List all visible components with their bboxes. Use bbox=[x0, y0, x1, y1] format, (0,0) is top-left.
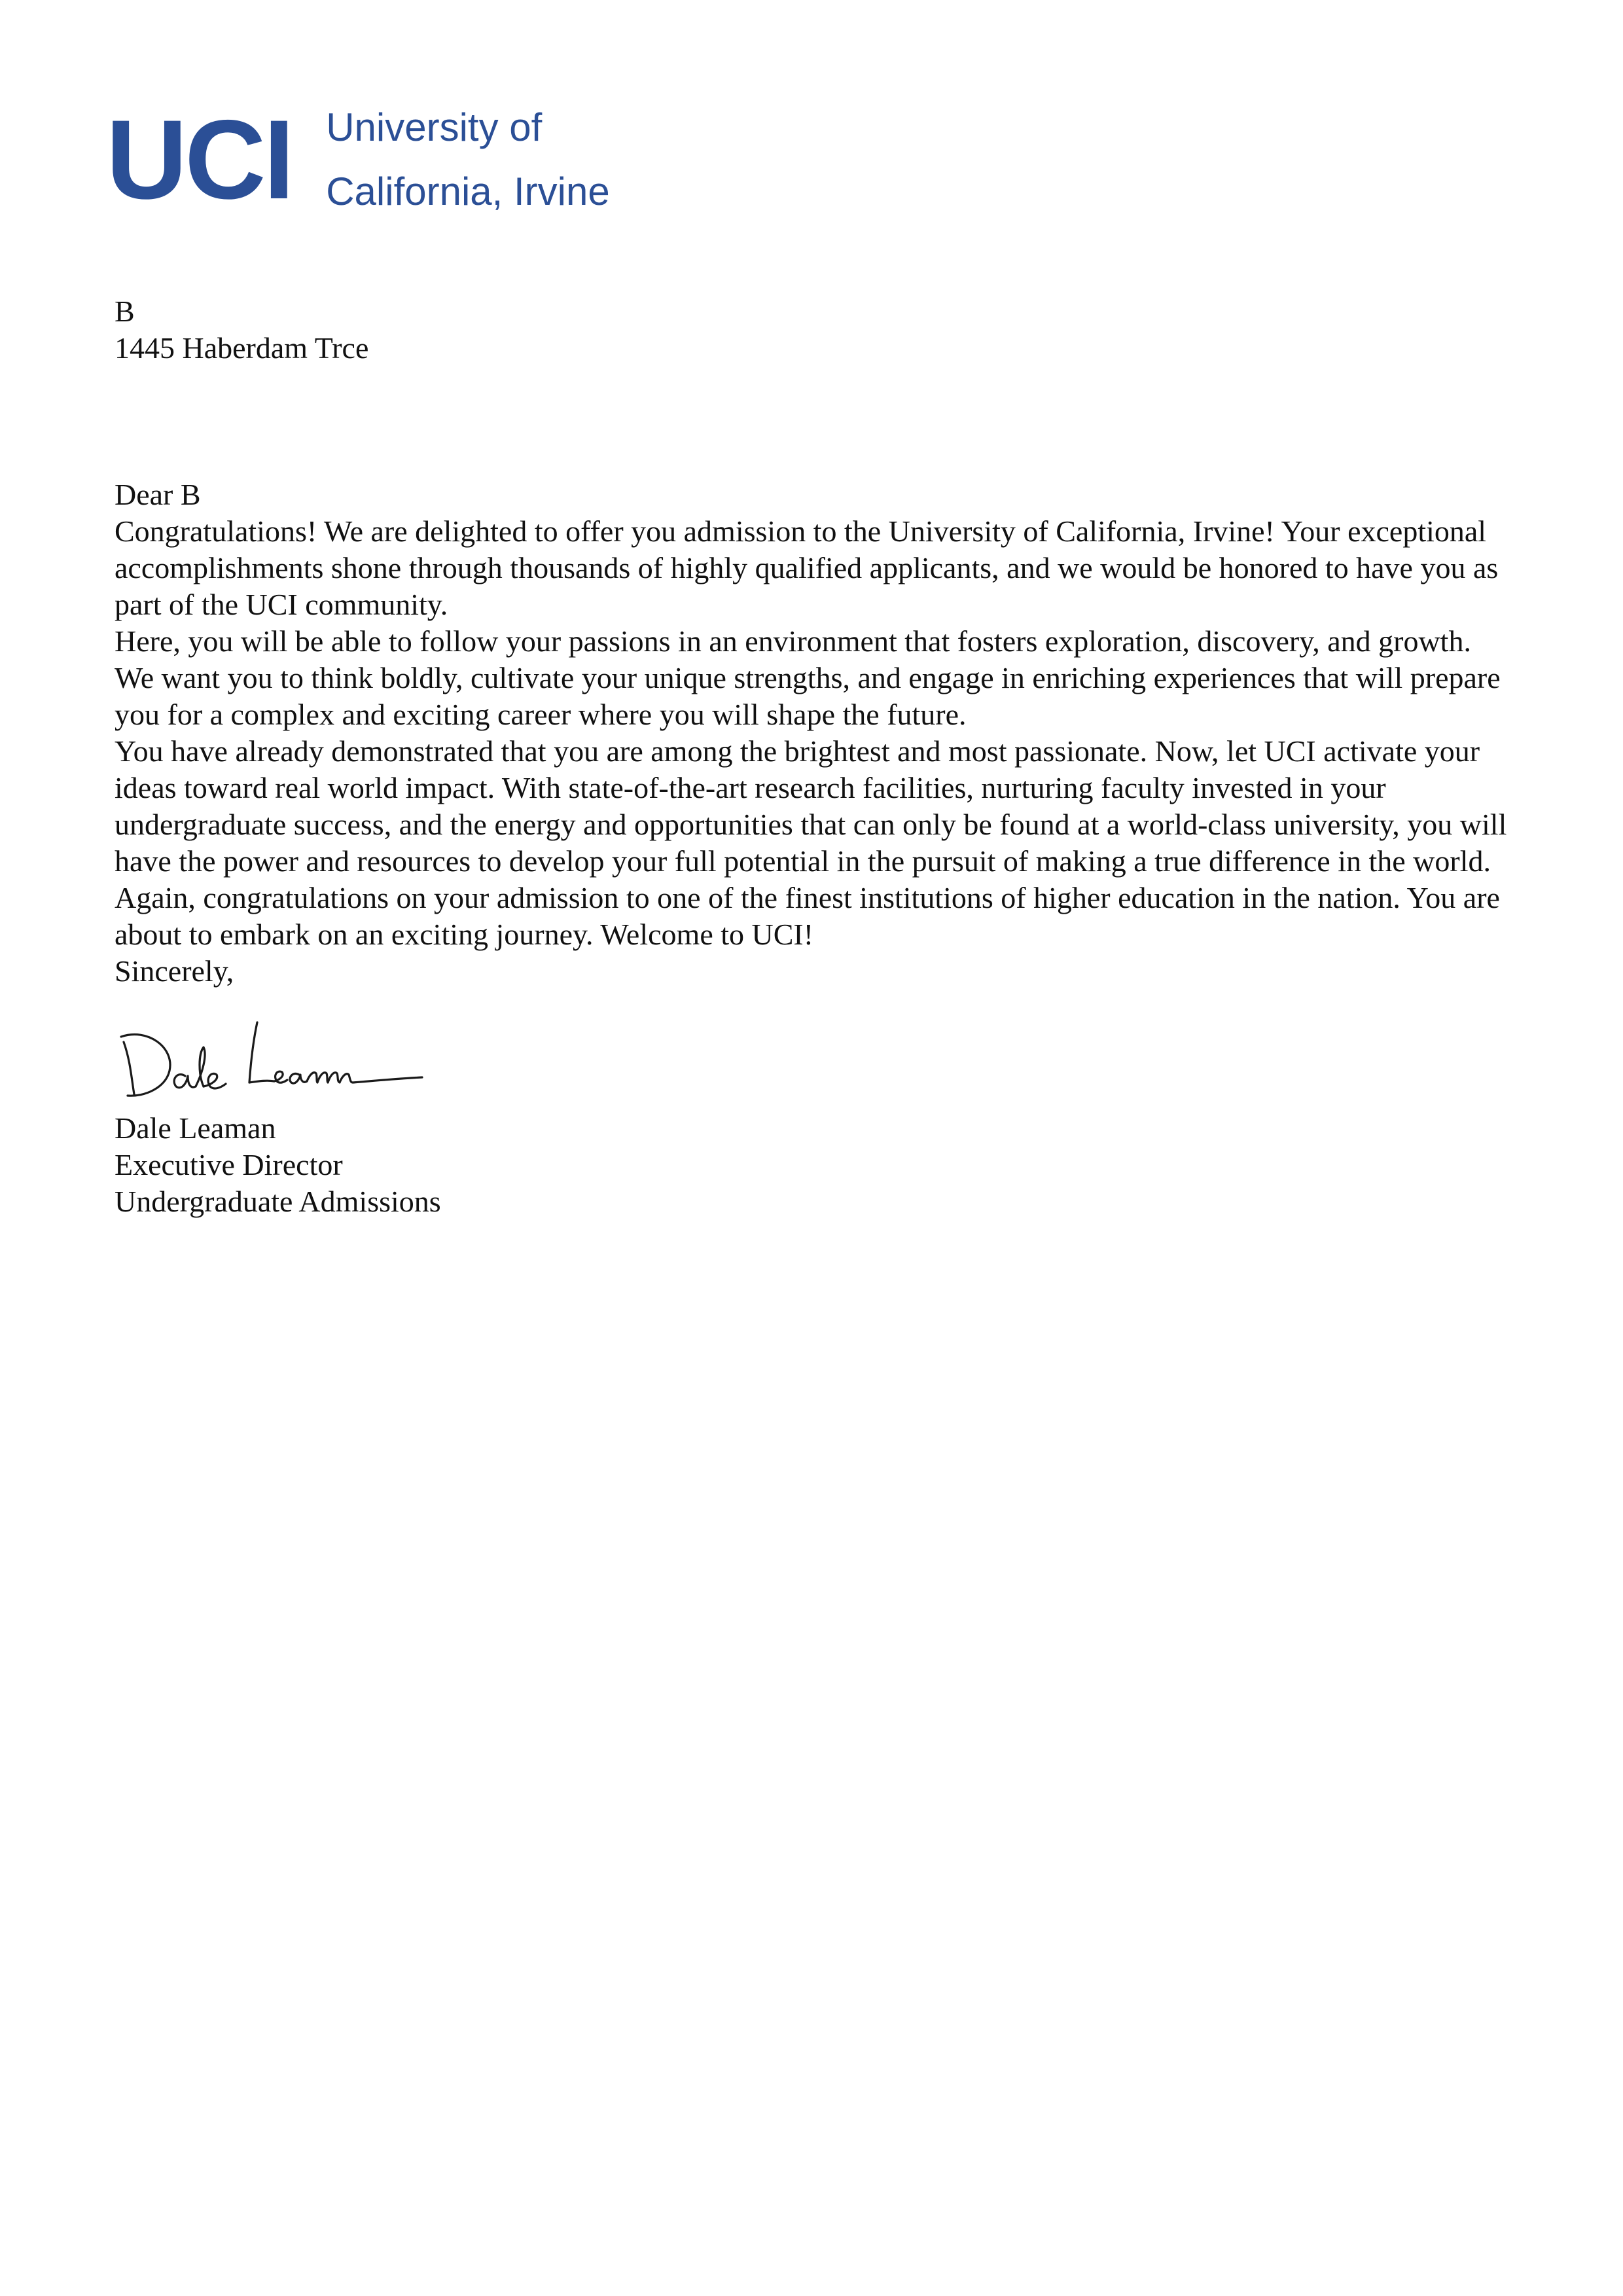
paragraph: Again, congratulations on your admission to one of the finest institutions of higher education in the nation. You are about to embark on an exciting journey. Welcome to UCI! bbox=[115, 881, 1500, 951]
closing: Sincerely, bbox=[115, 954, 234, 988]
paragraph: Congratulations! We are delighted to offer you admission to the University of California, Irvine! Your exceptional accomplishments shone through thousands of highly qualified applicants, and we would be honored to have you as part of the UCI community. bbox=[115, 514, 1499, 621]
logo-university-name bbox=[326, 96, 610, 224]
signer-department: Undergraduate Admissions bbox=[115, 1185, 441, 1218]
signer-name: Dale Leaman bbox=[115, 1111, 276, 1145]
recipient-address: 1445 Haberdam Trce bbox=[115, 331, 369, 365]
signer-title: Executive Director bbox=[115, 1148, 343, 1181]
letter-body bbox=[115, 293, 1508, 1220]
salutation: Dear B bbox=[115, 478, 201, 511]
handwritten-signature bbox=[115, 1008, 442, 1106]
signer-block bbox=[115, 1110, 1508, 1220]
recipient-address-block bbox=[115, 293, 1508, 367]
logo-name-line-2: California, Irvine bbox=[326, 170, 610, 213]
logo-mark: UCI bbox=[106, 97, 293, 223]
logo-name-line-1: University of bbox=[326, 105, 543, 149]
paragraph: You have already demonstrated that you are among the brightest and most passionate. Now, let UCI activate your ideas toward real world impact. With state-of-the-art research facilities, nurturing faculty invested in your undergraduate success, and the energy and opportunities that can only be found at a world-class university, you will have the power and resources to develop your full potential in the pursuit of making a true difference in the world. bbox=[115, 734, 1507, 878]
paragraph: Here, you will be able to follow your passions in an environment that fosters exploration, discovery, and growth. We want you to think boldly, cultivate your unique strengths, and engage in enriching experiences that will prepare you for a complex and exciting career where you will shape the future. bbox=[115, 624, 1501, 731]
uci-logo bbox=[106, 96, 610, 224]
recipient-name: B bbox=[115, 295, 135, 328]
